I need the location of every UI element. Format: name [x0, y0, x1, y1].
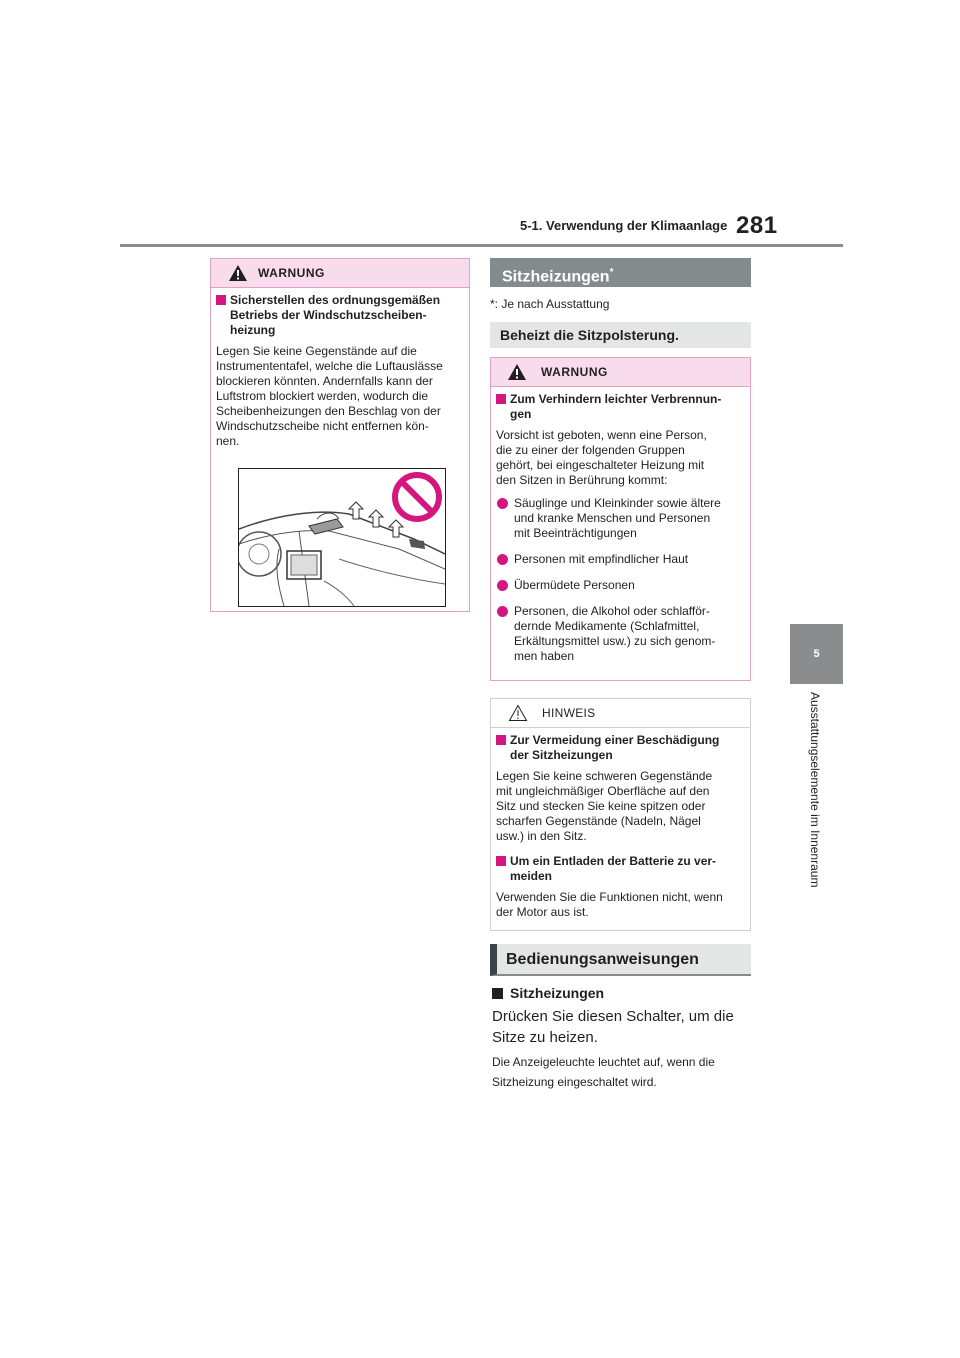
body-line: der Motor aus ist. — [496, 905, 589, 919]
title-line: meiden — [510, 869, 553, 883]
heading-text: Bedienungsanweisungen — [506, 951, 699, 968]
chapter-side-label — [808, 692, 822, 952]
body-line: Legen Sie keine Gegenstände auf die — [216, 344, 417, 358]
warning-label: WARNUNG — [258, 266, 325, 280]
chapter-number: 5 — [813, 648, 820, 660]
footnote-text: *: Je nach Ausstattung — [490, 297, 610, 311]
bullet-line: Personen, die Alkohol oder schlafför- — [514, 604, 710, 618]
body-line: Verwenden Sie die Funktionen nicht, wenn — [496, 890, 723, 904]
header-rule — [120, 244, 843, 247]
footnote — [490, 297, 609, 311]
title-line: Zum Verhindern leichter Verbrennun- — [510, 392, 722, 406]
body-line: gehört, bei eingeschalteter Heizung mit — [496, 458, 705, 472]
title-line: Um ein Entladen der Batterie zu ver- — [510, 854, 717, 868]
body-line: blockieren könnten. Andernfalls kann der — [216, 374, 433, 388]
warning-body — [496, 428, 746, 488]
body-line: Windschutzscheibe nicht entfernen kön- — [216, 419, 429, 433]
notice-item-title — [496, 854, 746, 884]
notice-body — [496, 890, 746, 920]
title-line: heizung — [230, 323, 276, 337]
title-line: Zur Vermeidung einer Beschädigung — [510, 733, 720, 747]
body-line: scharfen Gegenstände (Nadeln, Nägel — [496, 814, 701, 828]
list-item — [496, 578, 746, 593]
body-line: Legen Sie keine schweren Gegenstände — [496, 769, 713, 783]
instruction-line: Sitze zu heizen. — [492, 1029, 598, 1046]
seat-heaters-intro — [490, 322, 751, 348]
section-title: 5-1. Verwendung der Klimaanlage — [520, 218, 728, 233]
warning-box-defroster — [210, 258, 470, 612]
title-line: gen — [510, 407, 532, 421]
body-line: den Sitzen in Berührung kommt: — [496, 473, 668, 487]
bullet-line: men haben — [514, 649, 575, 663]
notice-body — [496, 769, 746, 844]
warning-triangle-icon — [507, 363, 527, 381]
warning-label: WARNUNG — [541, 365, 608, 379]
caution-triangle-icon — [508, 704, 528, 722]
bullet-line: mit Beeinträchtigungen — [514, 526, 637, 540]
bullet-line: und kranke Menschen und Personen — [514, 511, 711, 525]
notice-box — [490, 698, 751, 931]
chapter-tab — [790, 624, 843, 684]
bullet-line: Übermüdete Personen — [514, 578, 635, 592]
warning-item-title — [216, 293, 464, 338]
operation-heading — [490, 944, 751, 976]
title-line: der Sitzheizungen — [510, 748, 613, 762]
body-line: mit ungleichmäßiger Oberfläche auf den — [496, 784, 710, 798]
instruction-line: Drücken Sie diesen Schalter, um die — [492, 1008, 734, 1025]
square-marker — [492, 988, 503, 999]
operation-note — [492, 1052, 715, 1092]
warning-box-header — [211, 259, 469, 288]
list-item — [496, 496, 746, 541]
bullet-line: dernde Medikamente (Schlafmittel, — [514, 619, 700, 633]
prohibited-icon — [395, 475, 439, 519]
operation-instruction — [492, 1006, 734, 1048]
body-line: die zu einer der folgenden Gruppen — [496, 443, 685, 457]
bullet-line: Erkältungsmittel usw.) zu sich genom- — [514, 634, 716, 648]
dashboard-drawing — [239, 469, 445, 606]
page-number: 281 — [736, 212, 778, 239]
body-line: Scheibenheizungen den Beschlag von der — [216, 404, 441, 418]
list-item — [496, 552, 746, 567]
bullet-line: Personen mit empfindlicher Haut — [514, 552, 689, 566]
body-line: Instrumententafel, welche die Luftauslässe — [216, 359, 443, 373]
title-line: Sicherstellen des ordnungsgemäßen — [230, 293, 441, 307]
body-line: usw.) in den Sitz. — [496, 829, 587, 843]
warning-item-title — [496, 392, 746, 422]
intro-text: Beheizt die Sitzpolsterung. — [500, 327, 679, 343]
title-line: Betriebs der Windschutzscheiben- — [230, 308, 427, 322]
notice-label: HINWEIS — [542, 706, 596, 720]
notice-item-title — [496, 733, 746, 763]
note-line: Sitzheizung eingeschaltet wird. — [492, 1075, 657, 1089]
heading-text: Sitzheizungen — [502, 268, 610, 286]
subtitle-text: Sitzheizungen — [510, 985, 605, 1001]
seat-heaters-heading — [490, 258, 751, 287]
warning-box-header — [491, 358, 750, 387]
dashboard-illustration — [238, 468, 446, 607]
notice-box-header — [491, 699, 750, 728]
warning-box-burns — [490, 357, 751, 681]
chapter-title: Ausstattungselemente im Innenraum — [808, 692, 822, 888]
body-line: nen. — [216, 434, 240, 448]
body-line: Luftstrom blockiert werden, wodurch die — [216, 389, 429, 403]
body-line: Sitz und stecken Sie keine spitzen oder — [496, 799, 706, 813]
footnote-marker: * — [609, 267, 614, 278]
operation-subtitle — [492, 985, 604, 1001]
warning-body — [216, 344, 464, 449]
body-line: Vorsicht ist geboten, wenn eine Person, — [496, 428, 707, 442]
warning-triangle-icon — [228, 264, 248, 282]
list-item — [496, 604, 746, 664]
bullet-line: Säuglinge und Kleinkinder sowie ältere — [514, 496, 721, 510]
note-line: Die Anzeigeleuchte leuchtet auf, wenn die — [492, 1055, 715, 1069]
